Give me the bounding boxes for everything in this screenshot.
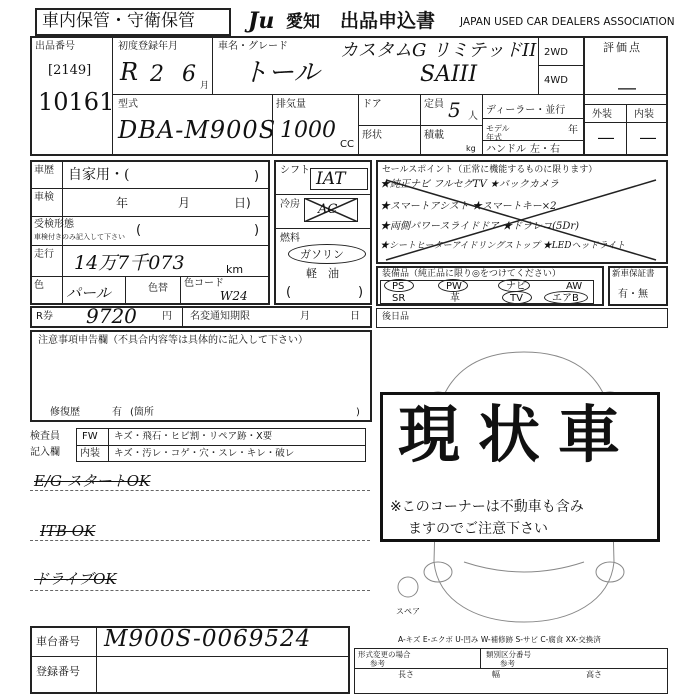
reg-month-unit: 月 xyxy=(200,81,210,91)
r-label: R券 xyxy=(36,311,53,322)
equip-airbag: エアB xyxy=(552,293,579,304)
equip-aw: AW xyxy=(566,281,583,292)
shift-label: シフト xyxy=(280,165,310,176)
equip-navi-circle xyxy=(498,279,530,292)
equip-tv-circle xyxy=(502,291,532,304)
inspector-fw-items: キズ・飛石・ヒビ割・リペア跡・X要 xyxy=(114,431,273,442)
model-code: DBA-M900S xyxy=(118,116,277,144)
inspection-day: 日) xyxy=(234,196,251,210)
width-label: 幅 xyxy=(492,670,500,679)
name-change-month: 月 xyxy=(300,311,310,322)
rear-label: 後日品 xyxy=(382,312,410,322)
reg-year: 2 xyxy=(150,62,164,87)
repair-close: ) xyxy=(356,407,360,418)
warranty-label: 新車保証書 xyxy=(612,269,655,279)
model-label: 型式 xyxy=(118,99,138,110)
fuel-diesel: 軽 油 xyxy=(306,267,339,280)
shape-label: 形状 xyxy=(362,130,382,141)
sales-strike-mark xyxy=(376,172,668,264)
history-value: 自家用・( xyxy=(68,167,130,183)
inspector-label-2: 記入欄 xyxy=(30,447,60,458)
lot-label: 出品番号 xyxy=(35,41,75,52)
color-code-label: 色コード xyxy=(184,278,224,289)
association-name: JAPAN USED CAR DEALERS ASSOCIATION xyxy=(460,16,675,28)
class-label: 類別区分番号 xyxy=(486,650,531,659)
chassis-value: M900S-0069524 xyxy=(104,626,312,652)
vehicle-grade-line1: カスタムG リミテッドII xyxy=(340,40,537,61)
warranty-options: 有・無 xyxy=(618,289,648,300)
vehicle-name-label: 車名・グレード xyxy=(218,41,288,52)
chassis-label: 車台番号 xyxy=(36,635,80,648)
load-unit: kg xyxy=(466,144,476,153)
interior-label: 内装 xyxy=(634,109,654,120)
height-label: 高さ xyxy=(586,670,602,679)
exterior-label: 外装 xyxy=(592,109,612,120)
vehicle-grade-line2: SAIII xyxy=(420,62,478,87)
shape-change-ref: 参考 xyxy=(370,659,385,668)
org-name: 愛知 xyxy=(286,12,320,32)
repair-place: (箇所 xyxy=(130,407,154,418)
name-change-day: 日 xyxy=(350,311,360,322)
color-value: パール xyxy=(66,284,111,302)
class-ref: 参考 xyxy=(500,659,515,668)
dealer-label: ディーラー・並行 xyxy=(486,105,566,116)
acceptance-open: ( xyxy=(136,223,142,238)
reg-number-label: 登録番号 xyxy=(36,665,80,678)
sales-item-2: ★スマートアシスト ★スマートキー×2 xyxy=(380,201,557,212)
drive-2wd: 2WD xyxy=(544,47,568,58)
spare-label: スペア xyxy=(396,607,420,616)
vehicle-name: トール xyxy=(242,58,320,88)
fuel-open: ( xyxy=(286,285,292,300)
notes-label: 注意事項申告欄（不具合内容等は具体的に記入して下さい） xyxy=(38,335,308,346)
handwritten-note-2: ITB OK xyxy=(40,522,96,540)
stamp-note-1: ※このコーナーは不動車も含み xyxy=(390,499,584,515)
handle-label: ハンドル xyxy=(486,144,526,155)
load-label: 積載 xyxy=(424,130,444,141)
equip-pw-circle xyxy=(438,279,468,292)
rating-label: 評価点 xyxy=(603,41,642,54)
r-unit: 円 xyxy=(162,311,172,322)
equip-navi: ナビ xyxy=(506,281,526,292)
interior-value: ― xyxy=(640,128,656,147)
lot-sub-number: [2149] xyxy=(48,63,92,78)
cooler-label: 冷房 xyxy=(280,199,300,210)
color-code-value: W24 xyxy=(220,289,248,303)
capacity-value: 5 xyxy=(448,98,461,122)
color-label: 色 xyxy=(34,280,44,291)
mileage-label: 走行 xyxy=(34,249,54,260)
capacity-unit: 人 xyxy=(468,111,478,122)
reg-era: R xyxy=(120,58,139,86)
stamp-note-2: ますのでご注意下さい xyxy=(408,521,548,537)
repair-value: 有 xyxy=(112,407,122,418)
drive-4wd: 4WD xyxy=(544,75,568,86)
sales-item-1: ★純正ナビ フルセグTV ★バックカメラ xyxy=(380,179,559,190)
equip-ps-circle xyxy=(384,279,414,292)
equip-airbag-circle xyxy=(544,291,588,304)
length-label: 長さ xyxy=(398,670,414,679)
mileage-unit: km xyxy=(226,263,244,276)
shift-value: IAT xyxy=(316,169,346,189)
equip-tv: TV xyxy=(510,293,523,304)
equip-leather: 革 xyxy=(450,293,460,304)
inspector-label-1: 検査員 xyxy=(30,431,60,442)
sales-item-3: ★両側パワースライドドア ★ドラレコ(5Dr) xyxy=(380,221,580,232)
acceptance-sub: 車検付きのみ記入して下さい xyxy=(34,233,125,241)
reg-month: 6 xyxy=(182,62,196,87)
equip-pw: PW xyxy=(446,281,462,292)
fuel-label: 燃料 xyxy=(280,233,300,244)
equipment-label: 装備品（純正品に限り◎をつけてください） xyxy=(382,269,561,279)
stamp-title: 現状車 xyxy=(398,398,639,471)
rear-frame xyxy=(376,308,668,328)
handwritten-note-3: ドライブOK xyxy=(34,570,117,588)
inspection-year: 年 xyxy=(116,196,129,210)
sales-label: セールスポイント（正常に機能するものに限ります） xyxy=(382,165,598,175)
inspector-in-items: キズ・汚レ・コゲ・穴・スレ・キレ・破レ xyxy=(114,448,295,459)
model-year-label: モデル年式 xyxy=(486,124,510,142)
rating-value: ― xyxy=(618,78,636,99)
repair-label: 修復歴 xyxy=(50,407,80,418)
displacement-label: 排気量 xyxy=(276,99,306,110)
fuel-close: ) xyxy=(358,285,364,300)
displacement-unit: CC xyxy=(340,139,354,150)
lot-number: 10161 xyxy=(38,88,115,116)
handwritten-note-1: E/G スタートOK xyxy=(34,472,151,490)
logo-mark: Ju xyxy=(248,8,275,34)
storage-label: 車内保管・守衛保管 xyxy=(42,11,195,31)
form-title: 出品申込書 xyxy=(340,10,436,32)
capacity-label: 定員 xyxy=(424,99,444,110)
diagram-legend: A-キズ E-エクボ U-凹み W-補修跡 S-サビ C-腐食 XX-交換済 xyxy=(398,635,601,644)
inspection-month: 月 xyxy=(178,196,191,210)
displacement-value: 1000 xyxy=(280,118,336,143)
acceptance-label: 受検形態 xyxy=(34,219,74,230)
exterior-value: ― xyxy=(598,128,614,147)
name-change-label: 名変通知期限 xyxy=(190,311,250,322)
inspector-fw-label: FW xyxy=(82,431,98,442)
shape-change-label: 形式変更の場合 xyxy=(358,650,411,659)
model-year-unit: 年 xyxy=(568,125,578,136)
sales-item-4: ★シートヒーターアイドリングストップ ★LEDヘッドライト xyxy=(380,241,626,251)
first-reg-label: 初度登録年月 xyxy=(118,41,178,52)
color-swap-label: 色替 xyxy=(148,283,168,294)
handle-options: 左・右 xyxy=(530,144,560,155)
fuel-gasoline: ガソリン xyxy=(300,248,344,261)
door-label: ドア xyxy=(362,99,382,110)
cooler-value: AC xyxy=(318,202,338,217)
inspector-in-label: 内装 xyxy=(80,448,100,459)
acceptance-close: ) xyxy=(254,223,260,238)
equip-sr: SR xyxy=(392,293,406,304)
equip-ps: PS xyxy=(392,281,405,292)
history-label: 車歴 xyxy=(34,165,54,176)
inspection-label: 車検 xyxy=(34,192,54,203)
r-value: 9720 xyxy=(86,304,137,328)
mileage-value: 14万7千073 xyxy=(74,252,185,274)
history-close: ) xyxy=(254,169,260,184)
